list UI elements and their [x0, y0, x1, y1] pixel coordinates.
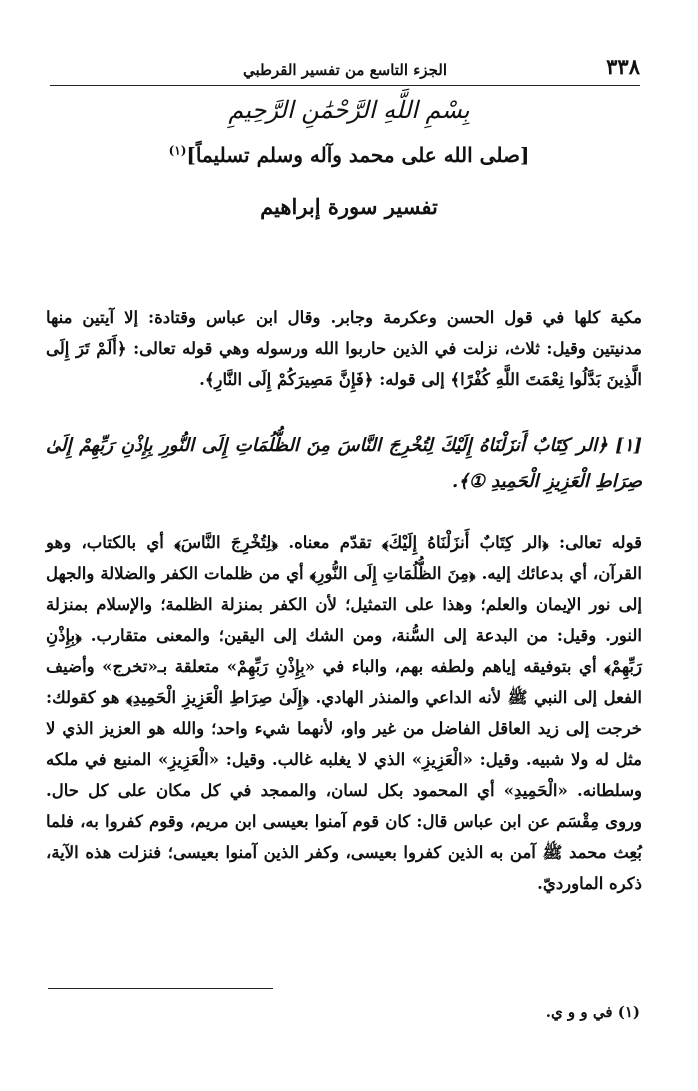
- salutation-text: [صلى الله على محمد وآله وسلم تسليماً]: [186, 143, 530, 167]
- footnote-divider: [48, 988, 273, 989]
- page-header: [50, 52, 640, 86]
- quran-verse: [١] ﴿الر كِتَابٌ أَنزَلْنَاهُ إِلَيْكَ لِتُخْرِجَ النَّاسَ مِنَ الظُّلُمَاتِ إِلَى النُّورِ بِإِذْنِ رَبِّهِمْ إِلَىٰ صِرَاطِ الْعَزِيزِ الْحَمِيدِ ①﴾.: [46, 435, 642, 492]
- running-head: الجزء التاسع من تفسير القرطبي: [243, 61, 447, 79]
- intro-paragraph: مكية كلها في قول الحسن وعكرمة وجابر. وقال ابن عباس وقتادة: إلا آيتين منها مدنيتين وقيل: ثلاث، نزلت في الذين حاربوا الله ورسوله وهي قوله تعالى: ﴿أَلَمْ تَرَ إِلَى الَّذِينَ بَدَّلُوا نِعْمَتَ اللَّهِ كُفْرًا﴾ إلى قوله: ﴿فَإِنَّ مَصِيرَكُمْ إِلَى النَّارِ﴾.: [46, 307, 642, 389]
- commentary-paragraph: قوله تعالى: ﴿الر كِتَابٌ أَنزَلْنَاهُ إِلَيْكَ﴾ تقدّم معناه. ﴿لِتُخْرِجَ النَّاسَ﴾ أي بالكتاب، وهو القرآن، أي بدعائك إليه. ﴿مِنَ الظُّلُمَاتِ إِلَى النُّورِ﴾ أي من ظلمات الكفر والضلالة والجهل إلى نور الإيمان والعلم؛ وهذا على التمثيل؛ لأن الكفر بمنزلة الظلمة؛ والإسلام بمنزلة النور. وقيل: من البدعة إلى السُّنة، ومن الشك إلى اليقين؛ والمعنى متقارب. ﴿بِإِذْنِ رَبِّهِمْ﴾ أي بتوفيقه إياهم ولطفه بهم، والباء في «بِإِذْنِ رَبِّهِمْ» متعلقة بـ«تخرج» وأضيف الفعل إلى النبي ﷺ لأنه الداعي والمنذر الهادي. ﴿إِلَىٰ صِرَاطِ الْعَزِيزِ الْحَمِيدِ﴾ هو كقولك: خرجت إلى زيد العاقل الفاضل من غير واو، لأنهما شيء واحد؛ والله هو العزيز الذي لا مثل له ولا شبيه. وقيل: «الْعَزِيزِ» الذي لا يغلبه غالب. وقيل: «الْعَزِيزِ» المنيع في ملكه وسلطانه. «الْحَمِيدِ» أي المحمود بكل لسان، والممجد في كل مكان على كل حال. وروى مِقْسَم عن ابن عباس قال: كان قوم آمنوا بعيسى ابن مريم، وقوم كفروا به، فلما بُعِث محمد ﷺ آمن به الذين كفروا بعيسى، وكفر الذين آمنوا بعيسى؛ فنزلت هذه الآية، ذكره الماورديّ.: [46, 532, 642, 893]
- footnote: (١) في و و ي.: [545, 1003, 640, 1021]
- basmala: بِسْمِ اللَّهِ الرَّحْمَٰنِ الرَّحِيمِ: [228, 96, 470, 124]
- surah-title: تفسير سورة إبراهيم: [260, 194, 438, 219]
- page-number: ٣٣٨: [606, 54, 640, 79]
- salutation: [0, 143, 698, 167]
- footnote-marker: (١): [168, 143, 187, 158]
